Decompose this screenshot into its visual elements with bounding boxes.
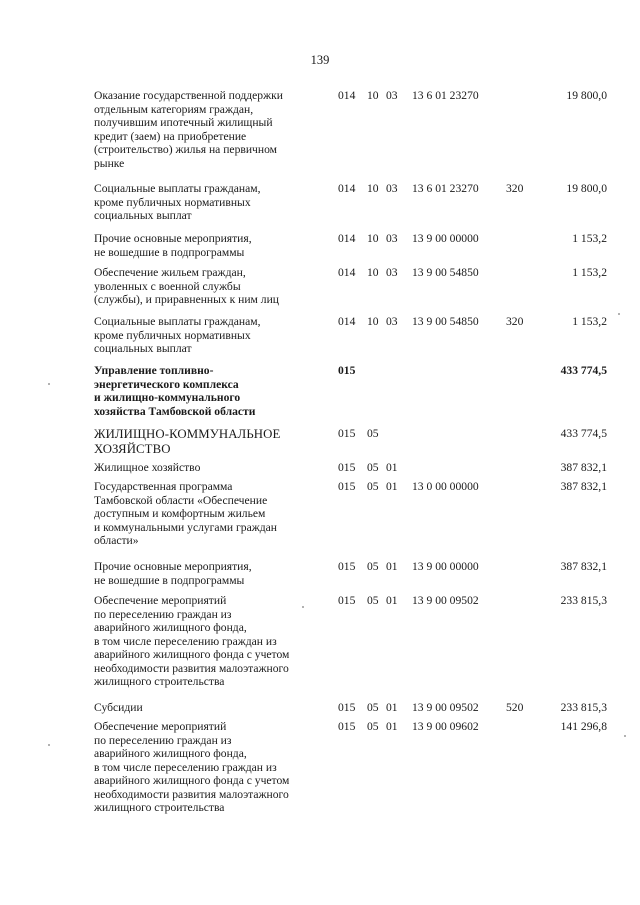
ved-code: 015 xyxy=(338,461,356,474)
ved-code: 015 xyxy=(338,560,356,573)
section-code: 05 xyxy=(367,701,379,714)
amount: 387 832,1 xyxy=(560,560,607,573)
section-code: 05 xyxy=(367,427,379,440)
ved-code: 015 xyxy=(338,480,356,493)
subsection-code: 01 xyxy=(386,720,398,733)
amount: 1 153,2 xyxy=(572,232,607,245)
amount: 1 153,2 xyxy=(572,315,607,328)
section-code: 05 xyxy=(367,480,379,493)
target-article-code: 13 9 00 00000 xyxy=(412,560,479,573)
section-code: 05 xyxy=(367,560,379,573)
section-code: 10 xyxy=(367,266,379,279)
ved-code: 014 xyxy=(338,232,356,245)
amount: 19 800,0 xyxy=(566,182,607,195)
amount: 233 815,3 xyxy=(560,594,607,607)
ved-code: 015 xyxy=(338,720,356,733)
section-code: 10 xyxy=(367,315,379,328)
subsection-code: 03 xyxy=(386,266,398,279)
expense-type-code: 520 xyxy=(506,701,524,714)
target-article-code: 13 9 00 09602 xyxy=(412,720,479,733)
expense-type-code: 320 xyxy=(506,315,524,328)
subsection-code: 01 xyxy=(386,480,398,493)
amount: 19 800,0 xyxy=(566,89,607,102)
ved-code: 014 xyxy=(338,182,356,195)
amount: 387 832,1 xyxy=(560,461,607,474)
subsection-code: 03 xyxy=(386,315,398,328)
target-article-code: 13 9 00 54850 xyxy=(412,315,479,328)
target-article-code: 13 9 00 00000 xyxy=(412,232,479,245)
scan-speck xyxy=(48,383,50,385)
amount: 141 296,8 xyxy=(560,720,607,733)
page-number: 139 xyxy=(310,53,330,67)
row-name: Обеспечение мероприятий по переселению граждан из аварийного жилищного фонда, в том числе переселению граждан из аварийного жилищного фонда с учетом необходимости развития малоэтажного жилищного строительства xyxy=(94,720,290,814)
amount: 433 774,5 xyxy=(560,427,607,440)
row-name: Обеспечение мероприятий по переселению граждан из аварийного жилищного фонда, в том числе переселению граждан из аварийного жилищного фонда с учетом необходимости развития малоэтажного жилищного строительства xyxy=(94,594,290,688)
subsection-code: 01 xyxy=(386,560,398,573)
row-name: Прочие основные мероприятия, не вошедшие в подпрограммы xyxy=(94,232,252,259)
amount: 387 832,1 xyxy=(560,480,607,493)
subsection-code: 03 xyxy=(386,89,398,102)
row-name: Жилищное хозяйство xyxy=(94,461,201,474)
scan-speck xyxy=(302,606,304,608)
subsection-code: 01 xyxy=(386,594,398,607)
target-article-code: 13 9 00 54850 xyxy=(412,266,479,279)
ved-code: 015 xyxy=(338,594,356,607)
row-name: Социальные выплаты гражданам, кроме публичных нормативных социальных выплат xyxy=(94,182,261,222)
target-article-code: 13 6 01 23270 xyxy=(412,89,479,102)
section-code: 10 xyxy=(367,182,379,195)
row-name: Государственная программа Тамбовской области «Обеспечение доступным и комфортным жильем и коммунальными услугами граждан области» xyxy=(94,480,277,547)
ved-code: 014 xyxy=(338,266,356,279)
ved-code: 015 xyxy=(338,701,356,714)
section-code: 05 xyxy=(367,720,379,733)
subsection-code: 01 xyxy=(386,701,398,714)
ved-code: 014 xyxy=(338,315,356,328)
row-name: Субсидии xyxy=(94,701,143,714)
section-code: 10 xyxy=(367,232,379,245)
ved-code: 014 xyxy=(338,89,356,102)
amount: 1 153,2 xyxy=(572,266,607,279)
row-name: Прочие основные мероприятия, не вошедшие в подпрограммы xyxy=(94,560,252,587)
expense-type-code: 320 xyxy=(506,182,524,195)
row-name: Обеспечение жильем граждан, уволенных с военной службы (службы), и приравненных к ним лиц xyxy=(94,266,279,306)
ved-code: 015 xyxy=(338,364,356,377)
target-article-code: 13 0 00 00000 xyxy=(412,480,479,493)
scan-speck xyxy=(624,735,626,737)
scan-speck xyxy=(618,313,620,315)
subsection-code: 03 xyxy=(386,232,398,245)
subsection-code: 03 xyxy=(386,182,398,195)
target-article-code: 13 9 00 09502 xyxy=(412,594,479,607)
section-code: 05 xyxy=(367,594,379,607)
row-name: Социальные выплаты гражданам, кроме публичных нормативных социальных выплат xyxy=(94,315,261,355)
subsection-code: 01 xyxy=(386,461,398,474)
target-article-code: 13 6 01 23270 xyxy=(412,182,479,195)
ved-code: 015 xyxy=(338,427,356,440)
amount: 233 815,3 xyxy=(560,701,607,714)
row-name: Оказание государственной поддержки отдельным категориям граждан, получившим ипотечный жилищный кредит (заем) на приобретение (строительство) жилья на первичном рынке xyxy=(94,89,283,170)
row-name: ЖИЛИЩНО-КОММУНАЛЬНОЕ ХОЗЯЙСТВО xyxy=(94,427,281,456)
target-article-code: 13 9 00 09502 xyxy=(412,701,479,714)
scan-speck xyxy=(48,744,50,746)
section-code: 10 xyxy=(367,89,379,102)
section-code: 05 xyxy=(367,461,379,474)
amount: 433 774,5 xyxy=(560,364,607,377)
row-name: Управление топливно- энергетического комплекса и жилищно-коммунального хозяйства Тамбовской области xyxy=(94,364,256,418)
